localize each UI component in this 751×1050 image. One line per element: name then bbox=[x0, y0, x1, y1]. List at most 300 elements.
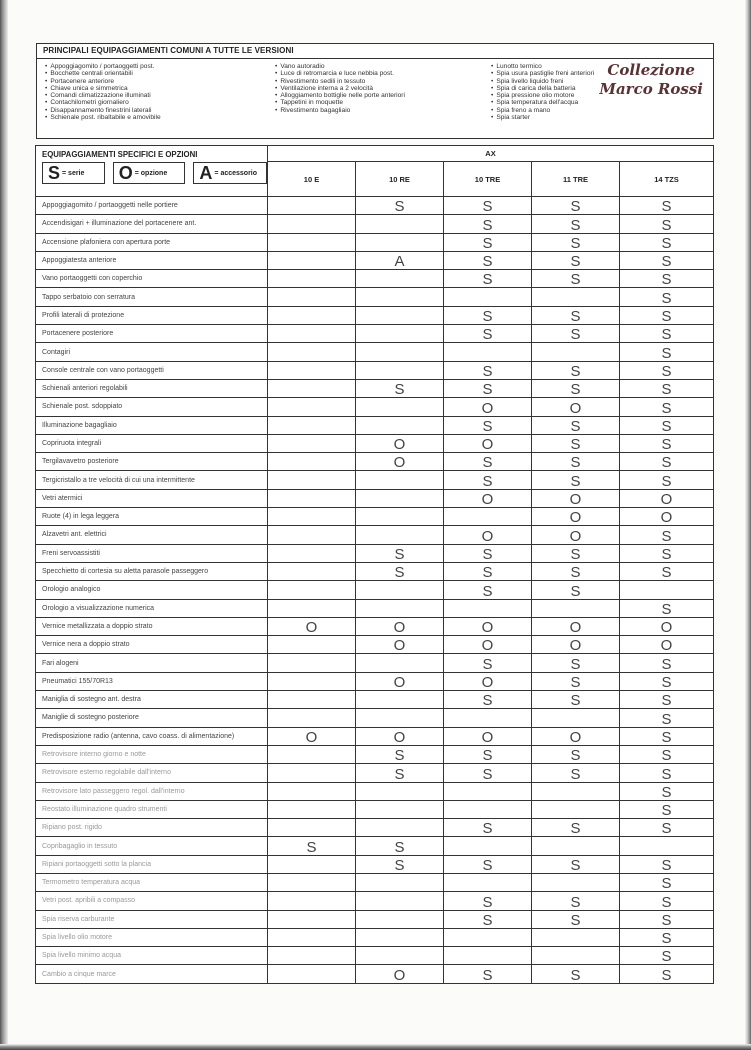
availability-cell: S bbox=[444, 251, 532, 269]
availability-cell bbox=[268, 691, 356, 709]
table-row bbox=[36, 727, 714, 745]
availability-cell bbox=[268, 453, 356, 471]
availability-cell bbox=[444, 782, 532, 800]
table-row bbox=[36, 325, 714, 343]
availability-cell bbox=[356, 800, 444, 818]
table-row bbox=[36, 764, 714, 782]
table-row bbox=[36, 270, 714, 288]
row-label: Tergicristallo a tre velocità di cui una intermittente bbox=[36, 471, 268, 489]
availability-cell bbox=[532, 837, 620, 855]
common-equipment-item: • Rivestimento sedili in tessuto bbox=[275, 78, 405, 85]
common-equipment-item: • Spia freno a mano bbox=[491, 107, 594, 114]
row-label: Ripiani portaoggetti sotto la plancia bbox=[36, 855, 268, 873]
table-row bbox=[36, 910, 714, 928]
availability-cell bbox=[356, 782, 444, 800]
table-row bbox=[36, 947, 714, 965]
availability-cell bbox=[268, 782, 356, 800]
availability-cell bbox=[356, 691, 444, 709]
availability-cell: S bbox=[532, 745, 620, 763]
availability-cell bbox=[268, 544, 356, 562]
legend bbox=[36, 159, 267, 184]
row-label: Vetri post. apribili a compasso bbox=[36, 892, 268, 910]
availability-cell: S bbox=[444, 361, 532, 379]
availability-cell: S bbox=[532, 892, 620, 910]
availability-cell bbox=[268, 398, 356, 416]
model-group-header: AX bbox=[268, 146, 714, 162]
availability-cell: S bbox=[620, 288, 714, 306]
availability-cell: S bbox=[444, 379, 532, 397]
common-equipment-item: • Spia livello liquido freni bbox=[491, 78, 594, 85]
page-edge-left bbox=[0, 0, 8, 1050]
availability-cell: S bbox=[532, 270, 620, 288]
availability-cell: S bbox=[532, 672, 620, 690]
availability-cell: S bbox=[532, 453, 620, 471]
availability-cell: S bbox=[532, 544, 620, 562]
row-label: Vetri atermici bbox=[36, 489, 268, 507]
common-equipment-columns bbox=[37, 59, 713, 137]
row-label: Illuminazione bagagliaio bbox=[36, 416, 268, 434]
availability-cell bbox=[268, 251, 356, 269]
common-equipment-item: • Chiave unica e simmetrica bbox=[45, 85, 161, 92]
availability-cell: S bbox=[532, 910, 620, 928]
table-row bbox=[36, 562, 714, 580]
availability-cell bbox=[356, 910, 444, 928]
common-equipment-item: • Disappannamento finestrini laterali bbox=[45, 107, 161, 114]
availability-cell: S bbox=[532, 361, 620, 379]
availability-cell: S bbox=[620, 270, 714, 288]
availability-cell: O bbox=[444, 398, 532, 416]
availability-cell bbox=[268, 361, 356, 379]
availability-cell: S bbox=[620, 892, 714, 910]
row-label: Contagiri bbox=[36, 343, 268, 361]
table-row bbox=[36, 855, 714, 873]
availability-cell: S bbox=[532, 215, 620, 233]
availability-cell: O bbox=[532, 727, 620, 745]
table-row bbox=[36, 892, 714, 910]
common-equipment-item: • Alloggiamento bottiglie nelle porte anteriori bbox=[275, 92, 405, 99]
availability-cell: S bbox=[356, 562, 444, 580]
table-row bbox=[36, 379, 714, 397]
availability-cell: O bbox=[444, 489, 532, 507]
availability-cell: S bbox=[620, 782, 714, 800]
availability-cell bbox=[356, 947, 444, 965]
availability-cell: O bbox=[268, 617, 356, 635]
availability-cell: S bbox=[620, 325, 714, 343]
availability-cell: S bbox=[620, 361, 714, 379]
availability-cell: S bbox=[620, 233, 714, 251]
availability-cell: S bbox=[620, 855, 714, 873]
availability-cell: S bbox=[620, 928, 714, 946]
table-row bbox=[36, 508, 714, 526]
availability-cell: A bbox=[356, 251, 444, 269]
availability-cell bbox=[356, 343, 444, 361]
availability-cell: S bbox=[444, 197, 532, 215]
availability-cell bbox=[356, 471, 444, 489]
legend-label-accessorio: = accessorio bbox=[214, 169, 258, 177]
availability-cell: S bbox=[532, 416, 620, 434]
table-row bbox=[36, 197, 714, 215]
table-row bbox=[36, 215, 714, 233]
availability-cell: S bbox=[532, 233, 620, 251]
table-row bbox=[36, 672, 714, 690]
availability-cell: S bbox=[620, 197, 714, 215]
availability-cell: S bbox=[620, 343, 714, 361]
legend-symbol-s: S bbox=[48, 162, 61, 183]
availability-cell bbox=[268, 947, 356, 965]
specific-equipment-rows bbox=[36, 197, 714, 984]
availability-cell bbox=[268, 654, 356, 672]
availability-cell: S bbox=[620, 819, 714, 837]
row-label: Retrovisore esterno regolabile dall'interno bbox=[36, 764, 268, 782]
availability-cell bbox=[268, 672, 356, 690]
availability-cell bbox=[532, 343, 620, 361]
availability-cell bbox=[444, 599, 532, 617]
availability-cell: S bbox=[620, 947, 714, 965]
row-label: Console centrale con vano portaoggetti bbox=[36, 361, 268, 379]
row-label: Fari alogeni bbox=[36, 654, 268, 672]
availability-cell: S bbox=[356, 544, 444, 562]
availability-cell: O bbox=[444, 434, 532, 452]
legend-label-opzione: = opzione bbox=[134, 169, 168, 177]
availability-cell: S bbox=[268, 837, 356, 855]
table-row bbox=[36, 654, 714, 672]
common-equipment-item: • Spia pressione olio motore bbox=[491, 92, 594, 99]
availability-cell bbox=[356, 361, 444, 379]
specific-equipment-header bbox=[36, 146, 268, 197]
availability-cell bbox=[268, 233, 356, 251]
availability-cell bbox=[268, 343, 356, 361]
availability-cell bbox=[356, 709, 444, 727]
table-row bbox=[36, 434, 714, 452]
availability-cell bbox=[532, 599, 620, 617]
row-label: Reostato illuminazione quadro strumenti bbox=[36, 800, 268, 818]
availability-cell bbox=[356, 325, 444, 343]
table-row bbox=[36, 617, 714, 635]
common-equipment-item: • Contachilometri giornaliero bbox=[45, 99, 161, 106]
availability-cell: O bbox=[444, 617, 532, 635]
availability-cell bbox=[356, 892, 444, 910]
model-header: 10 E bbox=[268, 162, 356, 197]
availability-cell: S bbox=[444, 654, 532, 672]
common-equipment-item: • Comandi climatizzazione illuminati bbox=[45, 92, 161, 99]
row-label: Freni servoassistiti bbox=[36, 544, 268, 562]
table-row bbox=[36, 691, 714, 709]
row-label: Spia livello olio motore bbox=[36, 928, 268, 946]
common-equipment-item: • Portacenere anteriore bbox=[45, 78, 161, 85]
availability-cell: O bbox=[356, 965, 444, 983]
availability-cell: S bbox=[620, 453, 714, 471]
row-label: Vano portaoggetti con coperchio bbox=[36, 270, 268, 288]
common-equipment-item: • Spia usura pastiglie freni anteriori bbox=[491, 70, 594, 77]
availability-cell bbox=[356, 270, 444, 288]
table-row bbox=[36, 306, 714, 324]
availability-cell: S bbox=[532, 654, 620, 672]
row-label: Schienale post. sdoppiato bbox=[36, 398, 268, 416]
table-row bbox=[36, 581, 714, 599]
common-equipment-item: • Appoggiagomito / portaoggetti post. bbox=[45, 63, 161, 70]
availability-cell: O bbox=[444, 526, 532, 544]
availability-cell: S bbox=[356, 764, 444, 782]
row-label: Vernice nera a doppio strato bbox=[36, 636, 268, 654]
table-row bbox=[36, 416, 714, 434]
common-equipment-item: • Spia starter bbox=[491, 114, 594, 121]
availability-cell bbox=[356, 215, 444, 233]
availability-cell bbox=[268, 581, 356, 599]
row-label: Profili laterali di protezione bbox=[36, 306, 268, 324]
availability-cell: S bbox=[620, 709, 714, 727]
availability-cell: S bbox=[444, 855, 532, 873]
row-label: Schienali anteriori regolabili bbox=[36, 379, 268, 397]
availability-cell bbox=[444, 343, 532, 361]
availability-cell: S bbox=[620, 379, 714, 397]
availability-cell bbox=[620, 581, 714, 599]
availability-cell: S bbox=[620, 471, 714, 489]
availability-cell: S bbox=[620, 526, 714, 544]
availability-cell: S bbox=[356, 379, 444, 397]
availability-cell: S bbox=[444, 965, 532, 983]
row-label: Retrovisore interno giorno e notte bbox=[36, 745, 268, 763]
availability-cell: S bbox=[356, 745, 444, 763]
row-label: Portacenere posteriore bbox=[36, 325, 268, 343]
table-row bbox=[36, 709, 714, 727]
table-row bbox=[36, 636, 714, 654]
row-label: Maniglia di sostegno ant. destra bbox=[36, 691, 268, 709]
availability-cell: S bbox=[356, 855, 444, 873]
common-equipment-list-3 bbox=[491, 63, 594, 121]
availability-cell bbox=[268, 197, 356, 215]
availability-cell bbox=[444, 288, 532, 306]
model-header: 10 TRE bbox=[444, 162, 532, 197]
availability-cell bbox=[268, 965, 356, 983]
availability-cell: S bbox=[620, 398, 714, 416]
legend-serie bbox=[42, 162, 105, 184]
availability-cell: S bbox=[620, 873, 714, 891]
common-equipment-item: • Luce di retromarcia e luce nebbia post. bbox=[275, 70, 405, 77]
common-equipment-title: PRINCIPALI EQUIPAGGIAMENTI COMUNI A TUTTE LE VERSIONI bbox=[37, 44, 713, 59]
availability-cell: O bbox=[532, 508, 620, 526]
common-equipment-item: • Ventilazione interna a 2 velocità bbox=[275, 85, 405, 92]
common-equipment-item: • Lunotto termico bbox=[491, 63, 594, 70]
legend-opzione bbox=[113, 162, 186, 184]
availability-cell bbox=[444, 709, 532, 727]
availability-cell: O bbox=[444, 672, 532, 690]
availability-cell bbox=[356, 928, 444, 946]
availability-cell: S bbox=[532, 855, 620, 873]
common-equipment-item: • Spia di carica della batteria bbox=[491, 85, 594, 92]
availability-cell bbox=[356, 581, 444, 599]
availability-cell bbox=[268, 892, 356, 910]
availability-cell: S bbox=[444, 270, 532, 288]
availability-cell: S bbox=[532, 691, 620, 709]
availability-cell bbox=[356, 819, 444, 837]
availability-cell: O bbox=[356, 672, 444, 690]
availability-cell: S bbox=[620, 764, 714, 782]
row-label: Pneumatici 155/70R13 bbox=[36, 672, 268, 690]
availability-cell bbox=[356, 288, 444, 306]
availability-cell: S bbox=[444, 892, 532, 910]
availability-cell: S bbox=[444, 306, 532, 324]
row-label: Accensione plafoniera con apertura porte bbox=[36, 233, 268, 251]
availability-cell: S bbox=[444, 910, 532, 928]
row-label: Copribagaglio in tessuto bbox=[36, 837, 268, 855]
common-equipment-item: • Spia temperatura dell'acqua bbox=[491, 99, 594, 106]
availability-cell: O bbox=[620, 636, 714, 654]
availability-cell bbox=[532, 873, 620, 891]
legend-accessorio bbox=[193, 162, 267, 184]
availability-cell: S bbox=[620, 416, 714, 434]
availability-cell: O bbox=[444, 727, 532, 745]
availability-cell: O bbox=[620, 617, 714, 635]
availability-cell: O bbox=[532, 398, 620, 416]
availability-cell: S bbox=[532, 581, 620, 599]
row-label: Spia riserva carburante bbox=[36, 910, 268, 928]
availability-cell bbox=[356, 398, 444, 416]
availability-cell bbox=[620, 837, 714, 855]
common-equipment-item: • Rivestimento bagagliaio bbox=[275, 107, 405, 114]
availability-cell: O bbox=[356, 434, 444, 452]
availability-cell: S bbox=[620, 672, 714, 690]
availability-cell bbox=[444, 947, 532, 965]
availability-cell bbox=[268, 819, 356, 837]
row-label: Copriruota integrali bbox=[36, 434, 268, 452]
availability-cell: S bbox=[444, 233, 532, 251]
row-label: Maniglie di sostegno posteriore bbox=[36, 709, 268, 727]
availability-cell: O bbox=[356, 617, 444, 635]
availability-cell: O bbox=[356, 453, 444, 471]
watermark-line-1: Collezione bbox=[607, 61, 695, 79]
availability-cell bbox=[268, 416, 356, 434]
availability-cell bbox=[356, 233, 444, 251]
availability-cell bbox=[356, 599, 444, 617]
availability-cell: S bbox=[532, 325, 620, 343]
availability-cell bbox=[444, 837, 532, 855]
availability-cell bbox=[268, 636, 356, 654]
model-header: 14 TZS bbox=[620, 162, 714, 197]
availability-cell: S bbox=[532, 764, 620, 782]
availability-cell: S bbox=[532, 197, 620, 215]
specific-equipment-table bbox=[35, 145, 714, 984]
availability-cell bbox=[268, 855, 356, 873]
availability-cell: S bbox=[444, 764, 532, 782]
row-label: Orologio a visualizzazione numerica bbox=[36, 599, 268, 617]
availability-cell bbox=[532, 709, 620, 727]
common-equipment-item: • Schienale post. ribaltabile e amovibile bbox=[45, 114, 161, 121]
table-row bbox=[36, 837, 714, 855]
availability-cell bbox=[356, 489, 444, 507]
availability-cell bbox=[268, 562, 356, 580]
row-label: Ripiano post. rigido bbox=[36, 819, 268, 837]
watermark-line-2: Marco Rossi bbox=[599, 80, 703, 98]
common-equipment-item: • Bocchette centrali orientabili bbox=[45, 70, 161, 77]
availability-cell: O bbox=[356, 636, 444, 654]
availability-cell bbox=[444, 508, 532, 526]
availability-cell bbox=[444, 873, 532, 891]
table-row bbox=[36, 288, 714, 306]
row-label: Tergilavavetro posteriore bbox=[36, 453, 268, 471]
availability-cell: S bbox=[620, 562, 714, 580]
table-row bbox=[36, 544, 714, 562]
collection-watermark bbox=[599, 61, 703, 99]
row-label: Alzavetri ant. elettrici bbox=[36, 526, 268, 544]
availability-cell bbox=[268, 288, 356, 306]
availability-cell bbox=[268, 471, 356, 489]
row-label: Retrovisore lato passeggero regol. dall'interno bbox=[36, 782, 268, 800]
availability-cell bbox=[444, 800, 532, 818]
availability-cell bbox=[444, 928, 532, 946]
availability-cell: S bbox=[444, 745, 532, 763]
table-row bbox=[36, 819, 714, 837]
availability-cell: S bbox=[620, 599, 714, 617]
common-equipment-item: • Tappetini in moquette bbox=[275, 99, 405, 106]
availability-cell: S bbox=[532, 819, 620, 837]
common-equipment-list-2 bbox=[275, 63, 405, 114]
table-row bbox=[36, 745, 714, 763]
availability-cell bbox=[268, 910, 356, 928]
availability-cell bbox=[532, 782, 620, 800]
availability-cell: S bbox=[620, 434, 714, 452]
table-row bbox=[36, 526, 714, 544]
availability-cell bbox=[268, 379, 356, 397]
availability-cell bbox=[532, 947, 620, 965]
availability-cell: S bbox=[620, 727, 714, 745]
availability-cell: S bbox=[620, 910, 714, 928]
availability-cell: S bbox=[532, 471, 620, 489]
availability-cell: S bbox=[444, 562, 532, 580]
row-label: Predisposizione radio (antenna, cavo coass. di alimentazione) bbox=[36, 727, 268, 745]
availability-cell bbox=[268, 928, 356, 946]
availability-cell: S bbox=[532, 965, 620, 983]
availability-cell bbox=[268, 709, 356, 727]
common-equipment-item: • Vano autoradio bbox=[275, 63, 405, 70]
availability-cell bbox=[268, 599, 356, 617]
availability-cell: S bbox=[444, 453, 532, 471]
table-row bbox=[36, 361, 714, 379]
availability-cell: S bbox=[620, 965, 714, 983]
availability-cell: S bbox=[620, 251, 714, 269]
legend-symbol-o: O bbox=[118, 162, 133, 183]
row-label: Orologio analogico bbox=[36, 581, 268, 599]
availability-cell bbox=[268, 215, 356, 233]
availability-cell: S bbox=[620, 215, 714, 233]
row-label: Cambio a cinque marce bbox=[36, 965, 268, 983]
availability-cell bbox=[356, 873, 444, 891]
table-row bbox=[36, 343, 714, 361]
availability-cell: S bbox=[532, 379, 620, 397]
availability-cell: S bbox=[444, 581, 532, 599]
availability-cell: S bbox=[356, 197, 444, 215]
availability-cell: S bbox=[444, 544, 532, 562]
availability-cell bbox=[268, 873, 356, 891]
availability-cell: O bbox=[620, 489, 714, 507]
availability-cell: S bbox=[620, 544, 714, 562]
availability-cell: O bbox=[532, 489, 620, 507]
availability-cell: S bbox=[444, 819, 532, 837]
table-row bbox=[36, 471, 714, 489]
availability-cell: S bbox=[356, 837, 444, 855]
availability-cell: S bbox=[444, 471, 532, 489]
availability-cell: O bbox=[532, 617, 620, 635]
table-row bbox=[36, 398, 714, 416]
page-edge-right bbox=[745, 0, 751, 1050]
availability-cell: S bbox=[532, 562, 620, 580]
row-label: Appoggiagomito / portaoggetti nelle portiere bbox=[36, 197, 268, 215]
legend-label-serie: = serie bbox=[62, 169, 85, 177]
legend-symbol-a: A bbox=[199, 162, 213, 183]
row-label: Accendisigari + illuminazione del portacenere ant. bbox=[36, 215, 268, 233]
availability-cell bbox=[268, 764, 356, 782]
availability-cell: O bbox=[268, 727, 356, 745]
table-row bbox=[36, 489, 714, 507]
